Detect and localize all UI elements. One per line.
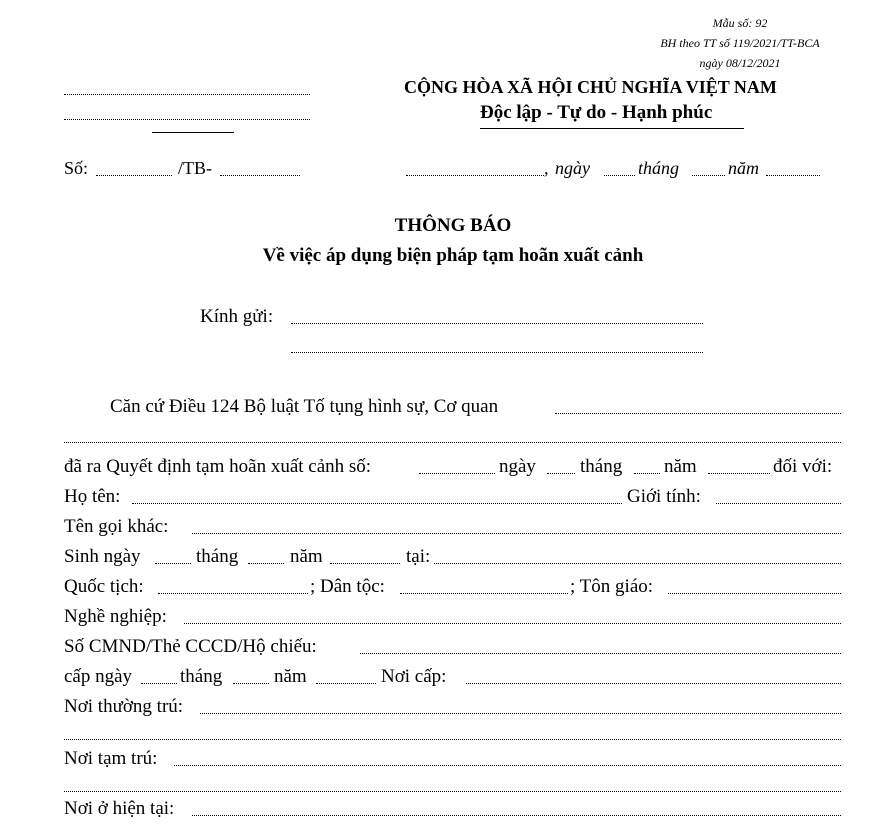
decision-day-label: ngày <box>499 456 536 477</box>
birth-year-field[interactable] <box>330 563 400 564</box>
agency-line-1[interactable] <box>64 94 310 95</box>
recipient-line-2[interactable] <box>291 352 703 353</box>
issue-day-label: cấp ngày <box>64 666 133 687</box>
full-name-field[interactable] <box>132 503 622 504</box>
issue-day-field[interactable] <box>141 683 177 684</box>
decision-number-field[interactable] <box>419 473 495 474</box>
permanent-residence-line-2[interactable] <box>64 739 841 740</box>
gender-label: Giới tính: <box>627 486 701 507</box>
issue-month-field[interactable] <box>233 683 269 684</box>
occupation-label: Nghề nghiệp: <box>64 606 167 627</box>
permanent-residence-label: Nơi thường trú: <box>64 696 184 717</box>
alias-label: Tên gọi khác: <box>64 516 169 537</box>
month-field[interactable] <box>692 175 725 176</box>
year-field[interactable] <box>766 175 820 176</box>
issue-year-label: năm <box>274 666 307 687</box>
place-field[interactable] <box>406 175 544 176</box>
nationality-field[interactable] <box>158 593 308 594</box>
tb-label: /TB- <box>178 158 212 178</box>
doc-title: THÔNG BÁO <box>394 215 512 236</box>
birth-place-field[interactable] <box>434 563 841 564</box>
ethnicity-label: ; Dân tộc: <box>310 576 385 597</box>
permanent-residence-field[interactable] <box>200 713 841 714</box>
agency-underline <box>152 132 234 133</box>
decision-month-label: tháng <box>580 456 623 477</box>
recipient-label: Kính gửi: <box>200 306 274 327</box>
temporary-residence-field[interactable] <box>174 765 841 766</box>
full-name-label: Họ tên: <box>64 486 121 507</box>
birth-month-label: tháng <box>196 546 239 567</box>
occupation-field[interactable] <box>184 623 841 624</box>
issue-month-label: tháng <box>180 666 223 687</box>
ethnicity-field[interactable] <box>400 593 568 594</box>
issue-year-field[interactable] <box>316 683 376 684</box>
month-label: tháng <box>638 158 680 178</box>
decision-month-field[interactable] <box>634 473 660 474</box>
form-number: Mẫu số: 92 <box>712 16 768 30</box>
basis-text: Căn cứ Điều 124 Bộ luật Tố tụng hình sự, Cơ quan <box>110 396 499 417</box>
to-whom-label: đối với: <box>773 456 833 477</box>
nationality-label: Quốc tịch: <box>64 576 144 597</box>
decision-day-field[interactable] <box>547 473 575 474</box>
birth-month-field[interactable] <box>248 563 284 564</box>
date-comma: , <box>544 158 549 178</box>
agency-name-field[interactable] <box>555 413 841 414</box>
birth-day-label: Sinh ngày <box>64 546 141 567</box>
issue-place-label: Nơi cấp: <box>381 666 447 687</box>
agency-line-2[interactable] <box>64 119 310 120</box>
agency-name-line-2[interactable] <box>64 442 841 443</box>
doc-subtitle: Về việc áp dụng biện pháp tạm hoãn xuất cảnh <box>262 245 644 266</box>
issue-place-field[interactable] <box>466 683 841 684</box>
motto-underline <box>480 128 744 129</box>
form-date: ngày 08/12/2021 <box>699 56 781 70</box>
current-residence-label: Nơi ở hiện tại: <box>64 798 175 819</box>
current-residence-field[interactable] <box>192 815 841 816</box>
gender-field[interactable] <box>716 503 841 504</box>
recipient-line-1[interactable] <box>291 323 703 324</box>
number-field[interactable] <box>96 175 172 176</box>
day-field[interactable] <box>604 175 635 176</box>
birth-year-label: năm <box>290 546 323 567</box>
day-label: ngày <box>555 158 590 178</box>
nation-name: CỘNG HÒA XÃ HỘI CHỦ NGHĨA VIỆT NAM <box>404 77 777 97</box>
motto: Độc lập - Tự do - Hạnh phúc <box>480 102 713 123</box>
id-doc-label: Số CMND/Thẻ CCCD/Hộ chiếu: <box>64 636 317 657</box>
religion-label: ; Tôn giáo: <box>570 576 654 597</box>
tb-field[interactable] <box>220 175 300 176</box>
temporary-residence-label: Nơi tạm trú: <box>64 748 158 769</box>
birth-day-field[interactable] <box>155 563 191 564</box>
alias-field[interactable] <box>192 533 841 534</box>
id-doc-field[interactable] <box>360 653 841 654</box>
birth-place-label: tại: <box>406 546 431 567</box>
temporary-residence-line-2[interactable] <box>64 791 841 792</box>
religion-field[interactable] <box>668 593 841 594</box>
decision-year-label: năm <box>664 456 697 477</box>
decision-prefix: đã ra Quyết định tạm hoãn xuất cảnh số: <box>64 456 372 477</box>
decision-year-field[interactable] <box>708 473 770 474</box>
number-label: Số: <box>64 158 89 178</box>
year-label: năm <box>728 158 759 178</box>
form-basis: BH theo TT số 119/2021/TT-BCA <box>660 36 820 50</box>
